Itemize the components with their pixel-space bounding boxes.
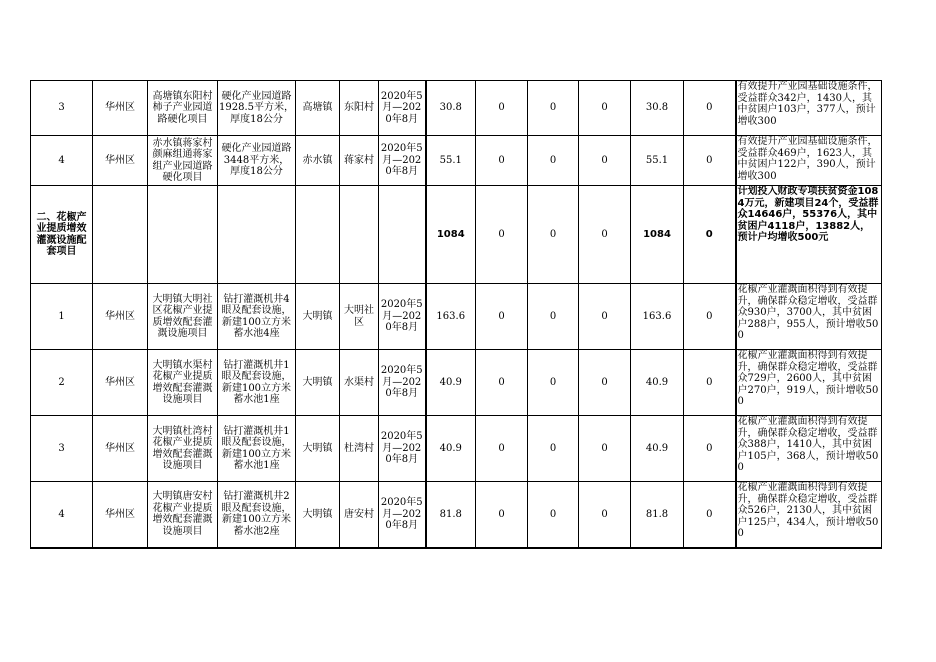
cell-fund-4: 55.1 bbox=[631, 136, 684, 186]
cell-fund-3: 0 bbox=[579, 136, 631, 186]
cell-fund-5: 0 bbox=[684, 186, 736, 284]
table-row bbox=[31, 482, 882, 548]
cell-village: 东阳村 bbox=[340, 81, 379, 136]
cell-fund-1: 0 bbox=[476, 284, 528, 350]
cell-district: 华州区 bbox=[93, 416, 148, 482]
cell-total-fund: 30.8 bbox=[426, 81, 476, 136]
cell-town: 大明镇 bbox=[296, 350, 340, 416]
cell-town: 大明镇 bbox=[296, 416, 340, 482]
cell-construction-content: 钻打灌溉机井4眼及配套设施，新建100立方米蓄水池4座 bbox=[218, 284, 296, 350]
cell-town bbox=[296, 186, 340, 284]
cell-period: 2020年5月—2020年8月 bbox=[379, 482, 426, 548]
cell-fund-2: 0 bbox=[528, 136, 579, 186]
cell-fund-1: 0 bbox=[476, 416, 528, 482]
cell-total-fund: 55.1 bbox=[426, 136, 476, 186]
cell-fund-5: 0 bbox=[684, 81, 736, 136]
cell-no: 1 bbox=[31, 284, 93, 350]
cell-town: 大明镇 bbox=[296, 482, 340, 548]
cell-period: 2020年5月—2020年8月 bbox=[379, 136, 426, 186]
cell-fund-1: 0 bbox=[476, 81, 528, 136]
cell-benefit: 花椒产业灌溉面积得到有效提升，确保群众稳定增收，受益群众526户，2130人，其中贫困户125户，434人，预计增收500 bbox=[736, 482, 882, 548]
cell-fund-5: 0 bbox=[684, 284, 736, 350]
cell-construction-content: 硬化产业园道路1928.5平方米，厚度18公分 bbox=[218, 81, 296, 136]
cell-fund-4: 163.6 bbox=[631, 284, 684, 350]
cell-benefit: 花椒产业灌溉面积得到有效提升，确保群众稳定增收，受益群众930户，3700人，其中贫困户288户，955人，预计增收500 bbox=[736, 284, 882, 350]
cell-village: 水渠村 bbox=[340, 350, 379, 416]
cell-district: 华州区 bbox=[93, 350, 148, 416]
cell-village: 蒋家村 bbox=[340, 136, 379, 186]
cell-fund-4: 40.9 bbox=[631, 350, 684, 416]
cell-fund-5: 0 bbox=[684, 350, 736, 416]
cell-benefit: 花椒产业灌溉面积得到有效提升，确保群众稳定增收，受益群众729户，2600人，其中贫困户270户，919人，预计增收500 bbox=[736, 350, 882, 416]
cell-period bbox=[379, 186, 426, 284]
cell-benefit: 计划投入财政专项扶贫资金1084万元，新建项目24个，受益群众14646户，55376人，其中贫困户4118户，13882人，预计户均增收500元 bbox=[736, 186, 882, 284]
cell-no: 3 bbox=[31, 416, 93, 482]
cell-benefit: 有效提升产业园基础设施条件，受益群众342户，1430人，其中贫困户103户，377人，预计增收300 bbox=[736, 81, 882, 136]
table-row bbox=[31, 136, 882, 186]
cell-fund-5: 0 bbox=[684, 416, 736, 482]
section-header-row bbox=[31, 186, 882, 284]
table-row bbox=[31, 284, 882, 350]
cell-construction-content: 钻打灌溉机井1眼及配套设施，新建100立方米蓄水池1座 bbox=[218, 350, 296, 416]
cell-total-fund: 163.6 bbox=[426, 284, 476, 350]
cell-fund-4: 30.8 bbox=[631, 81, 684, 136]
cell-fund-3: 0 bbox=[579, 81, 631, 136]
cell-fund-2: 0 bbox=[528, 482, 579, 548]
cell-no: 4 bbox=[31, 482, 93, 548]
cell-district: 华州区 bbox=[93, 284, 148, 350]
cell-fund-2: 0 bbox=[528, 284, 579, 350]
cell-project-name: 大明镇水渠村花椒产业提质增效配套灌溉设施项目 bbox=[148, 350, 218, 416]
cell-town: 高塘镇 bbox=[296, 81, 340, 136]
cell-total-fund: 1084 bbox=[426, 186, 476, 284]
cell-fund-3: 0 bbox=[579, 284, 631, 350]
cell-no: 4 bbox=[31, 136, 93, 186]
cell-construction-content: 钻打灌溉机井1眼及配套设施，新建100立方米蓄水池1座 bbox=[218, 416, 296, 482]
cell-fund-1: 0 bbox=[476, 186, 528, 284]
cell-fund-3: 0 bbox=[579, 350, 631, 416]
cell-fund-5: 0 bbox=[684, 136, 736, 186]
cell-project-name: 高塘镇东阳村柿子产业园道路硬化项目 bbox=[148, 81, 218, 136]
cell-fund-1: 0 bbox=[476, 350, 528, 416]
cell-construction-content: 硬化产业园道路3448平方米，厚度18公分 bbox=[218, 136, 296, 186]
cell-fund-4: 81.8 bbox=[631, 482, 684, 548]
cell-fund-1: 0 bbox=[476, 136, 528, 186]
cell-village bbox=[340, 186, 379, 284]
cell-no: 2 bbox=[31, 350, 93, 416]
cell-fund-5: 0 bbox=[684, 482, 736, 548]
cell-fund-2: 0 bbox=[528, 416, 579, 482]
cell-village: 唐安村 bbox=[340, 482, 379, 548]
cell-fund-4: 40.9 bbox=[631, 416, 684, 482]
cell-total-fund: 81.8 bbox=[426, 482, 476, 548]
cell-period: 2020年5月—2020年8月 bbox=[379, 284, 426, 350]
cell-fund-1: 0 bbox=[476, 482, 528, 548]
cell-project-name: 大明镇大明社区花椒产业提质增效配套灌溉设施项目 bbox=[148, 284, 218, 350]
cell-total-fund: 40.9 bbox=[426, 350, 476, 416]
cell-fund-3: 0 bbox=[579, 416, 631, 482]
cell-fund-3: 0 bbox=[579, 186, 631, 284]
cell-period: 2020年5月—2020年8月 bbox=[379, 81, 426, 136]
cell-district: 华州区 bbox=[93, 482, 148, 548]
cell-no: 二、花椒产业提质增效灌溉设施配套项目 bbox=[31, 186, 93, 284]
cell-town: 大明镇 bbox=[296, 284, 340, 350]
cell-project-name: 大明镇杜湾村花椒产业提质增效配套灌溉设施项目 bbox=[148, 416, 218, 482]
cell-fund-2: 0 bbox=[528, 186, 579, 284]
cell-period: 2020年5月—2020年8月 bbox=[379, 350, 426, 416]
cell-construction-content: 钻打灌溉机井2眼及配套设施，新建100立方米蓄水池2座 bbox=[218, 482, 296, 548]
cell-village: 大明社区 bbox=[340, 284, 379, 350]
table-row bbox=[31, 416, 882, 482]
cell-period: 2020年5月—2020年8月 bbox=[379, 416, 426, 482]
cell-village: 杜湾村 bbox=[340, 416, 379, 482]
cell-no: 3 bbox=[31, 81, 93, 136]
cell-fund-3: 0 bbox=[579, 482, 631, 548]
cell-fund-2: 0 bbox=[528, 350, 579, 416]
table-row bbox=[31, 81, 882, 136]
cell-construction-content bbox=[218, 186, 296, 284]
table-row bbox=[31, 350, 882, 416]
cell-benefit: 花椒产业灌溉面积得到有效提升，确保群众稳定增收，受益群众388户，1410人，其中贫困户105户，368人，预计增收500 bbox=[736, 416, 882, 482]
cell-project-name: 大明镇唐安村花椒产业提质增效配套灌溉设施项目 bbox=[148, 482, 218, 548]
cell-district: 华州区 bbox=[93, 81, 148, 136]
cell-fund-2: 0 bbox=[528, 81, 579, 136]
cell-project-name: 赤水镇蒋家村颜麻组通蒋家组产业园道路硬化项目 bbox=[148, 136, 218, 186]
cell-project-name bbox=[148, 186, 218, 284]
cell-town: 赤水镇 bbox=[296, 136, 340, 186]
cell-benefit: 有效提升产业园基础设施条件，受益群众469户，1623人，其中贫困户122户，390人，预计增收300 bbox=[736, 136, 882, 186]
project-table bbox=[30, 80, 882, 549]
cell-district: 华州区 bbox=[93, 136, 148, 186]
cell-total-fund: 40.9 bbox=[426, 416, 476, 482]
cell-district bbox=[93, 186, 148, 284]
cell-fund-4: 1084 bbox=[631, 186, 684, 284]
